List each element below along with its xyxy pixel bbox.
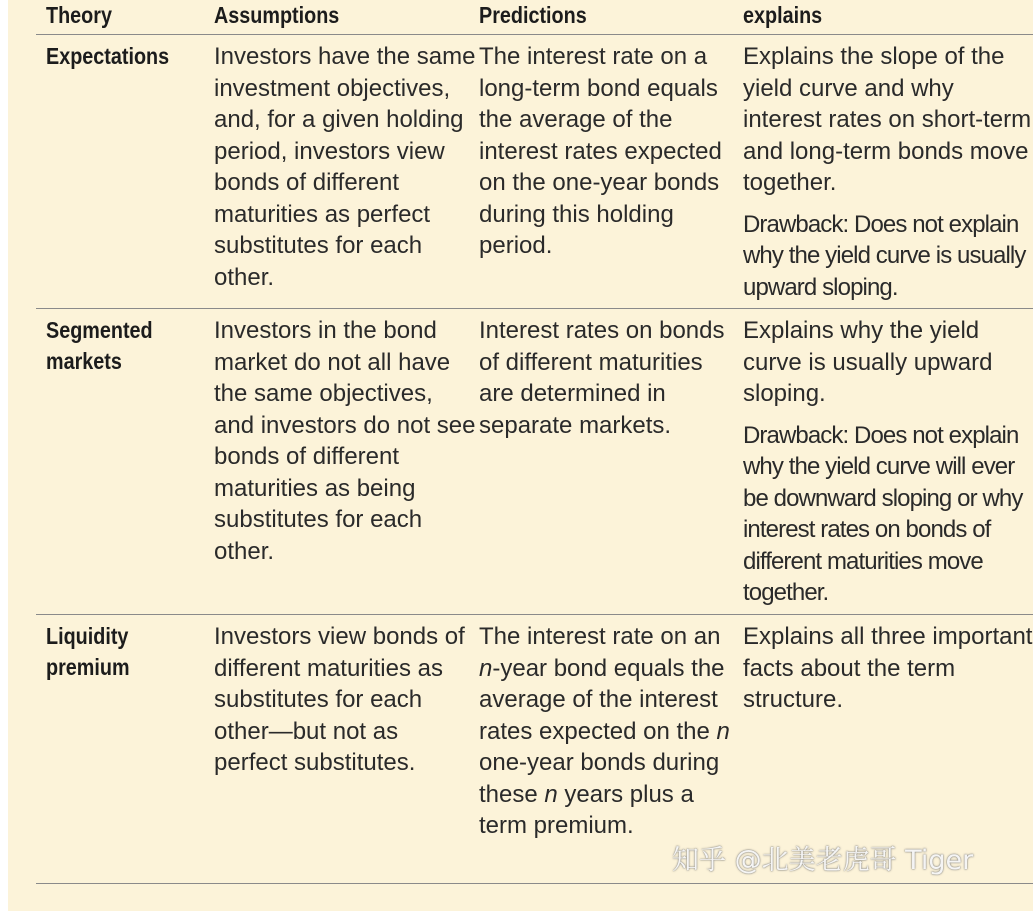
predictions-text: The interest rate on a long-term bond equals the average of the interest rates expected on the one-year bonds during this holding period. [479,43,722,259]
table-row [36,309,1033,615]
assumptions-cell [214,621,476,779]
header-explains: explains [743,2,823,28]
predictions-text: Interest rates on bonds of different maturities are determined in separate markets. [479,317,725,439]
theory-name: Expectations [46,43,170,69]
assumptions-text: Investors have the same investment objectives, and, for a given holding period, investors view bonds of different maturities as perfect substitutes for each other. [214,43,476,291]
assumptions-cell [214,315,476,567]
assumptions-cell [214,41,476,293]
drawback-text: Drawback: Does not explain why the yield curve is usually upward sloping. [743,210,1026,301]
header-predictions: Predictions [479,2,587,28]
predictions-cell [479,315,741,441]
theory-name: Segmented markets [46,317,153,374]
theory-cell [46,315,236,377]
theory-cell [46,621,236,683]
predictions-cell [479,41,741,262]
assumptions-text: Investors view bonds of different maturities as substitutes for each other—but not as perfect substitutes. [214,623,465,776]
watermark: 知乎 @北美老虎哥 Tiger [672,845,974,876]
explains-text: Explains why the yield curve is usually upward sloping. [743,317,993,407]
explains-text: Explains the slope of the yield curve and why interest rates on short-term and long-term bonds move together. [743,43,1032,196]
predictions-text: The interest rate on an n-year bond equals the average of the interest rates expected on the n one-year bonds during these n years plus a term premium. [479,623,730,839]
predictions-cell [479,621,741,842]
explains-cell [743,41,1033,303]
table-row [36,35,1033,309]
drawback-text: Drawback: Does not explain why the yield curve will ever be downward sloping or why interest rates on bonds of different maturities move together. [743,421,1023,606]
header-assumptions: Assumptions [214,2,340,28]
explains-cell [743,621,1033,716]
assumptions-text: Investors in the bond market do not all have the same objectives, and investors do not see bonds of different maturities as being substitutes for each other. [214,317,476,565]
explains-text: Explains all three important facts about the term structure. [743,623,1033,713]
explains-cell [743,315,1033,609]
term-structure-table [36,0,1033,884]
theory-cell [46,41,236,72]
table-header-row [36,0,1033,35]
header-theory: Theory [46,2,112,28]
theory-name: Liquidity premium [46,623,130,680]
